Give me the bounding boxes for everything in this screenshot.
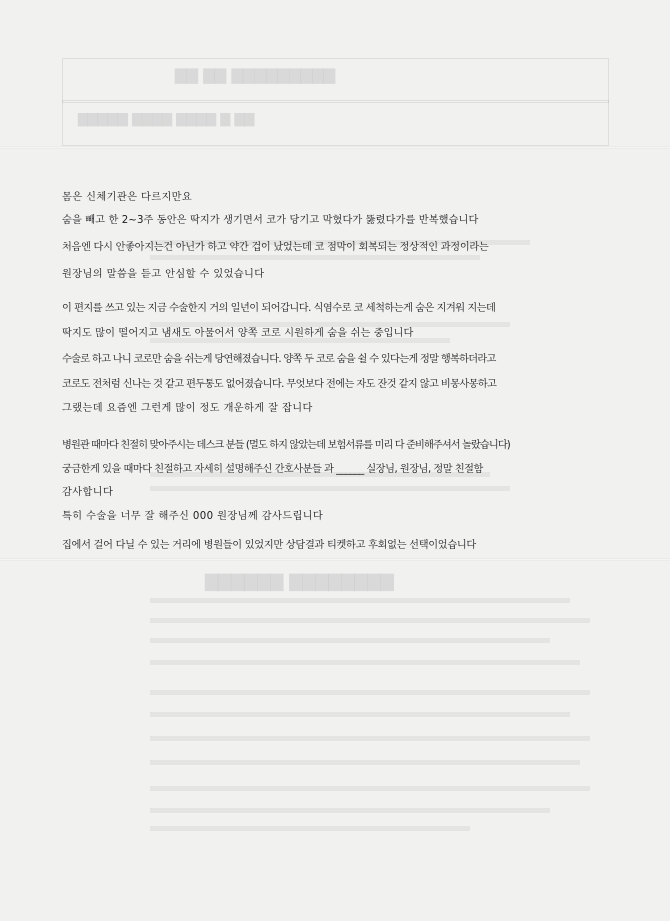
letter-line: 특히 수술을 너무 잘 해주신 000 원장님께 감사드립니다 [62, 511, 324, 522]
letter-line: 감사합니다 [62, 487, 114, 498]
paper-fold-upper [0, 146, 670, 149]
letter-line: 집에서 걸어 다닐 수 있는 거리에 병원들이 있었지만 상담결과 티켓하고 후회없는 선택이었습니다 [62, 540, 476, 551]
letter-line: 원장님의 말씀을 듣고 안심할 수 있었습니다 [62, 269, 265, 280]
ghost-cell: ▇▇ ▇ ▇▇▇▇ ▇▇▇▇ ▇▇▇▇▇ [78, 112, 255, 127]
ghost-line [150, 690, 590, 695]
ghost-heading: ▇▇▇▇▇▇▇▇ ▇▇▇▇▇▇ [205, 572, 394, 592]
paper-fold-lower [0, 558, 670, 561]
ghost-title: ▇▇▇▇▇▇▇▇▇ ▇▇ ▇▇ [175, 66, 336, 84]
ghost-line [150, 255, 480, 260]
ghost-line [150, 638, 550, 643]
ghost-line [150, 786, 590, 791]
letter-line: 딱지도 많이 떨어지고 냄새도 아물어서 양쪽 코로 시원하게 숨을 쉬는 중입니다 [62, 328, 414, 339]
letter-line: 몸은 신체기관은 다르지만요 [62, 192, 193, 203]
ghost-line [150, 486, 510, 491]
letter-line: 궁금한게 있을 때마다 친절하고 자세히 설명해주신 간호사분들 과 ______ 실장님, 원장님, 정말 친절함 [62, 464, 483, 475]
ghost-table-rule [62, 100, 609, 103]
letter-line: 숨을 빼고 한 2~3주 동안은 딱지가 생기면서 코가 당기고 막혔다가 뚫렸다가를 반복했습니다 [62, 215, 479, 226]
ghost-line [150, 618, 590, 623]
letter-line: 이 편지를 쓰고 있는 지금 수술한지 거의 일년이 되어갑니다. 식염수로 코 세척하는게 숨은 지겨워 지는데 [62, 303, 496, 314]
ghost-line [150, 598, 570, 603]
ghost-line [150, 808, 550, 813]
ghost-line [150, 736, 590, 741]
ghost-line [150, 760, 580, 765]
letter-line: 코로도 전처럼 신나는 것 같고 편두통도 없어졌습니다. 무엇보다 전에는 자도 잔것 같지 않고 비몽사몽하고 [62, 379, 497, 390]
ghost-line [150, 660, 580, 665]
ghost-line [150, 712, 570, 717]
letter-line: 수술로 하고 나니 코로만 숨을 쉬는게 당연해졌습니다. 양쪽 두 코로 숨을 쉴 수 있다는게 정말 행복하더라고 [62, 354, 496, 365]
ghost-line [150, 826, 470, 831]
letter-line: 처음엔 다시 안좋아지는건 아닌가 하고 약간 겁이 났었는데 코 점막이 회복되는 정상적인 과정이라는 [62, 242, 489, 253]
letter-line: 그랬는데 요즘엔 그런게 많이 정도 개운하게 잘 잡니다 [62, 403, 313, 414]
letter-line: 병원관 때마다 친절히 맞아주시는 데스크 분들 (멀도 하지 않았는데 보험서류를 미리 다 준비해주셔서 놀랐습니다) [62, 440, 510, 451]
